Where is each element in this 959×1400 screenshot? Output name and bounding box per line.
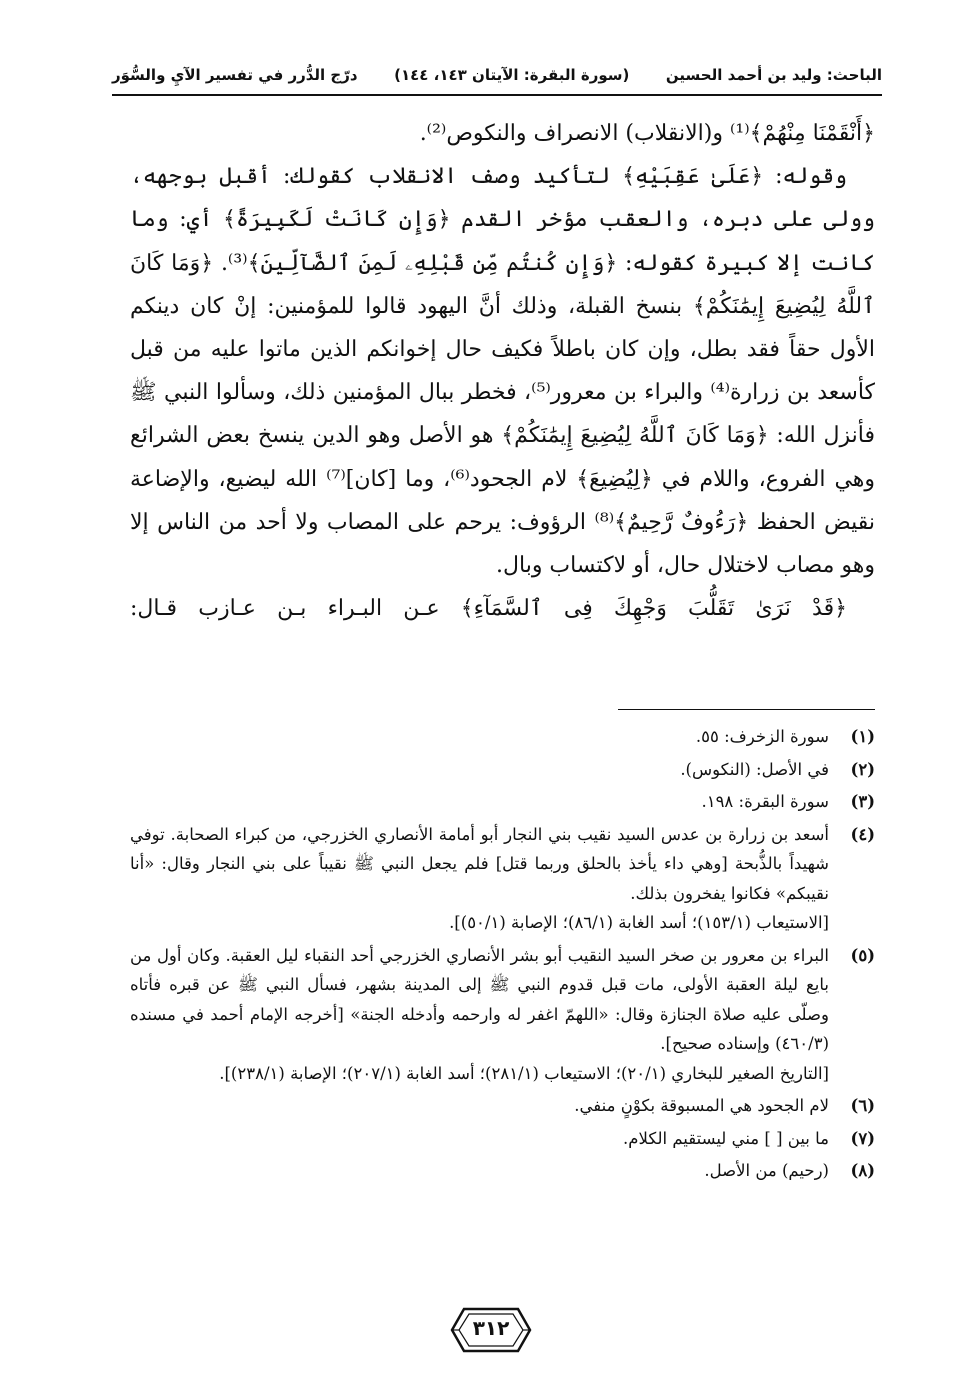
footnote-number: (٥): [850, 945, 875, 965]
header-divider: [112, 94, 882, 96]
footnote-number: (٦): [850, 1096, 875, 1115]
footnote-text: سورة البقرة: ١٩٨.: [701, 792, 829, 811]
footnote: [130, 722, 875, 752]
main-text: [130, 112, 875, 630]
running-header: [112, 58, 882, 92]
paragraph-1: ﴿أَنْقَمْنَا مِنْهُمْ﴾⁽¹⁾ و(الانقلاب) الانصراف والنكوص⁽²⁾.: [419, 121, 875, 146]
header-author: الباحث: وليد بن أحمد الحسين: [665, 66, 882, 84]
footnote-text: أسعد بن زرارة بن عدس السيد نقيب بني النجار أبو أمامة الأنصاري الخزرجي، من كبراء الصحابة. توفي شهيداً بالذُّبحة [وهي داء يأخذ بالحلق وربما قتل] فلم يجعل النبي ﷺ نقيباً على بني النجار وقال: «أنا نقيبكم» فكانوا يفخرون بذلك.: [130, 824, 830, 903]
footnote-text: لام الجحود هي المسبوقة بكوْنٍ منفي.: [574, 1096, 829, 1115]
footnote-text: (رحيم) من الأصل.: [704, 1161, 829, 1180]
footnote-text: ما بين [ ] مني ليستقيم الكلام.: [623, 1128, 829, 1148]
footnote-body: [130, 941, 829, 1089]
paragraph-2: وقوله: ﴿عَلَىٰ عَقِبَيْهِ﴾ لتأكيد وصف الانقلاب كقولك: أقبل بوجهه، وولى على دبره، والعقب مؤخر القدم ﴿وَإِن كَانَتْ لَكَبِيرَةً﴾ أي: وما كانت إلا كبيرة كقوله: ﴿وَإِن كُنتُم مِّن قَبْلِهِۦ لَمِنَ ٱلضَّآلِّينَ﴾⁽³⁾. ﴿وَمَا كَانَ ٱللَّهُ لِيُضِيعَ إِيمَٰنَكُمْ﴾ بنسخ القبلة، وذلك أنَّ اليهود قالوا للمؤمنين: إنْ كان دينكم الأول حقاً فقد بطل، وإن كان باطلاً فكيف حال إخوانكم الذين ماتوا عليه من قبل كأسعد بن زرارة⁽⁴⁾ والبراء بن معرور⁽⁵⁾، فخطر ببال المؤمنين ذلك، وسألوا النبي ﷺ فأنزل الله: ﴿وَمَا كَانَ ٱللَّهُ لِيُضِيعَ إِيمَٰنَكُمْ﴾ هو الأصل وهو الدين ينسخ بعض الشرائع وهي الفروع، واللام في ﴿لِيُضِيعَ﴾ لام الجحود⁽⁶⁾، وما [كان]⁽⁷⁾ الله ليضيع، والإضاعة نقيض الحفظ ﴿رَءُوفٌ رَّحِيمٌ﴾⁽⁸⁾ الرؤوف: يرحم على المصاب ولا أحد من الناس إلا وهو مصاب لاختلال حال، أو لاكتساب وبال.: [130, 164, 876, 579]
footnote-body: [130, 820, 829, 938]
footnote-number: (٨): [850, 1161, 875, 1180]
footnote-text: في الأصل: (النكوس).: [680, 759, 829, 779]
footnote-number: (٢): [850, 759, 875, 779]
footnote-text: البراء بن معرور بن صخر السيد النقيب أبو بشر الأنصاري الخزرجي أحد النقباء ليل العقبة. وكان أول من بايع ليلة العقبة الأولى، مات قبل قدوم النبي ﷺ إلى المدينة بشهر، فسأل النبي ﷺ عن قبره فأتاه وصلّى عليه صلاة الجنازة وقال: «اللهمّ اغفر له وارحمه وأدخله الجنة» [أخرجه الإمام أحمد في مسنده (٤٦٠/٣) وإسناده صحيح].: [130, 945, 829, 1053]
footnote-reference: [التاريخ الصغير للبخاري (٢٠/١)؛ الاستيعاب (٢٨١/١)؛ أسد الغابة (٢٠٧/١)؛ الإصابة (٢٣٨/١)].: [219, 1063, 829, 1083]
footnote: [130, 941, 875, 1089]
footnote-number: (٤): [850, 824, 875, 844]
header-section: (سورة البقرة: الآيتان ١٤٣، ١٤٤): [394, 66, 630, 84]
footnote: [130, 787, 875, 817]
footnotes: [130, 722, 875, 1189]
footnote: [130, 1156, 875, 1186]
header-book-title: درّج الدُّرر في تفسير الآيِ والسُّوَر: [112, 66, 358, 84]
footnote-number: (٧): [850, 1128, 875, 1148]
footnote-divider: [618, 709, 875, 710]
paragraph-3: ﴿قَدْ نَرَىٰ تَقَلُّبَ وَجْهِكَ فِى ٱلسَّمَآءِ﴾ عـن البـراء بـن عـازب قـال:: [130, 596, 847, 622]
page-number-ornament: [450, 1305, 532, 1355]
footnote-number: (١): [850, 727, 875, 746]
page-number: ٣١٢: [472, 1316, 510, 1340]
footnote-reference: [الاستيعاب (١٥٣/١)؛ أسد الغابة (٨٦/١)؛ الإصابة (٥٠/١)].: [449, 913, 829, 932]
footnote: [130, 820, 875, 938]
footnote-text: سورة الزخرف: ٥٥.: [695, 727, 829, 746]
footnote-number: (٣): [850, 792, 875, 811]
footnote: [130, 1124, 875, 1154]
footnote: [130, 1091, 875, 1121]
footnote: [130, 755, 875, 785]
